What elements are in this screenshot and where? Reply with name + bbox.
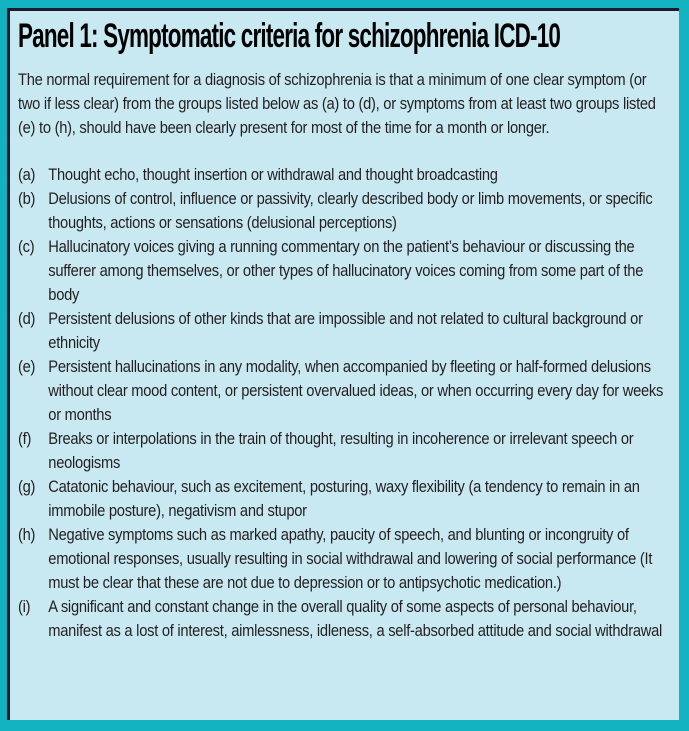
criterion-text: Delusions of control, influence or passivity, clearly described body or limb movements, or specific thoughts, actions or sensations (delusional perceptions) xyxy=(48,189,653,233)
criterion-text: Breaks or interpolations in the train of thought, resulting in incoherence or irrelevant speech or neologisms xyxy=(48,429,634,473)
panel-body xyxy=(7,8,679,720)
criterion-text: A significant and constant change in the overall quality of some aspects of personal behaviour, manifest as a lost of interest, aimlessness, idleness, a self-absorbed attitude and social withdrawal xyxy=(48,597,663,641)
criterion-label: (g) xyxy=(18,477,36,497)
criterion-label: (i) xyxy=(18,597,31,617)
criterion-item-i xyxy=(18,595,668,643)
criterion-text: Negative symptoms such as marked apathy, paucity of speech, and blunting or incongruity of emotional responses, usually resulting in social withdrawal and lowering of social performance (It must be clear that these are not due to depression or to antipsychotic medication.) xyxy=(48,525,653,593)
criterion-label: (d) xyxy=(18,309,36,329)
criterion-item-b xyxy=(18,187,668,235)
criterion-text: Thought echo, thought insertion or withdrawal and thought broadcasting xyxy=(48,165,498,185)
criterion-label: (b) xyxy=(18,189,36,209)
criterion-item-g xyxy=(18,475,668,523)
criterion-item-e xyxy=(18,355,668,427)
criterion-label: (a) xyxy=(18,165,36,185)
criterion-item-d xyxy=(18,307,668,355)
criterion-item-a xyxy=(18,163,668,187)
criterion-text: Persistent delusions of other kinds that are impossible and not related to cultural background or ethnicity xyxy=(48,309,643,353)
panel-title: Panel 1: Symptomatic criteria for schizophrenia ICD-10 xyxy=(18,17,561,55)
criterion-text: Hallucinatory voices giving a running commentary on the patient’s behaviour or discussing the sufferer among themselves, or other types of hallucinatory voices coming from some part of the body xyxy=(48,237,644,305)
criterion-item-c xyxy=(18,235,668,307)
intro-paragraph: The normal requirement for a diagnosis of schizophrenia is that a minimum of one clear symptom (or two if less clear) from the groups listed below as (a) to (d), or symptoms from at least two groups listed (e) to (h), should have been clearly present for most of the time for a month or longer. xyxy=(18,70,656,138)
criterion-label: (h) xyxy=(18,525,36,545)
criterion-label: (c) xyxy=(18,237,35,257)
criterion-label: (f) xyxy=(18,429,32,449)
criterion-item-h xyxy=(18,523,668,595)
criterion-item-f xyxy=(18,427,668,475)
criterion-text: Catatonic behaviour, such as excitement, posturing, waxy flexibility (a tendency to remain in an immobile posture), negativism and stupor xyxy=(48,477,640,521)
criteria-list xyxy=(18,163,668,643)
criterion-text: Persistent hallucinations in any modality, when accompanied by fleeting or half-formed delusions without clear mood content, or persistent overvalued ideas, or when occurring every day for weeks or months xyxy=(48,357,664,425)
criterion-label: (e) xyxy=(18,357,36,377)
panel-text-block xyxy=(18,68,668,643)
